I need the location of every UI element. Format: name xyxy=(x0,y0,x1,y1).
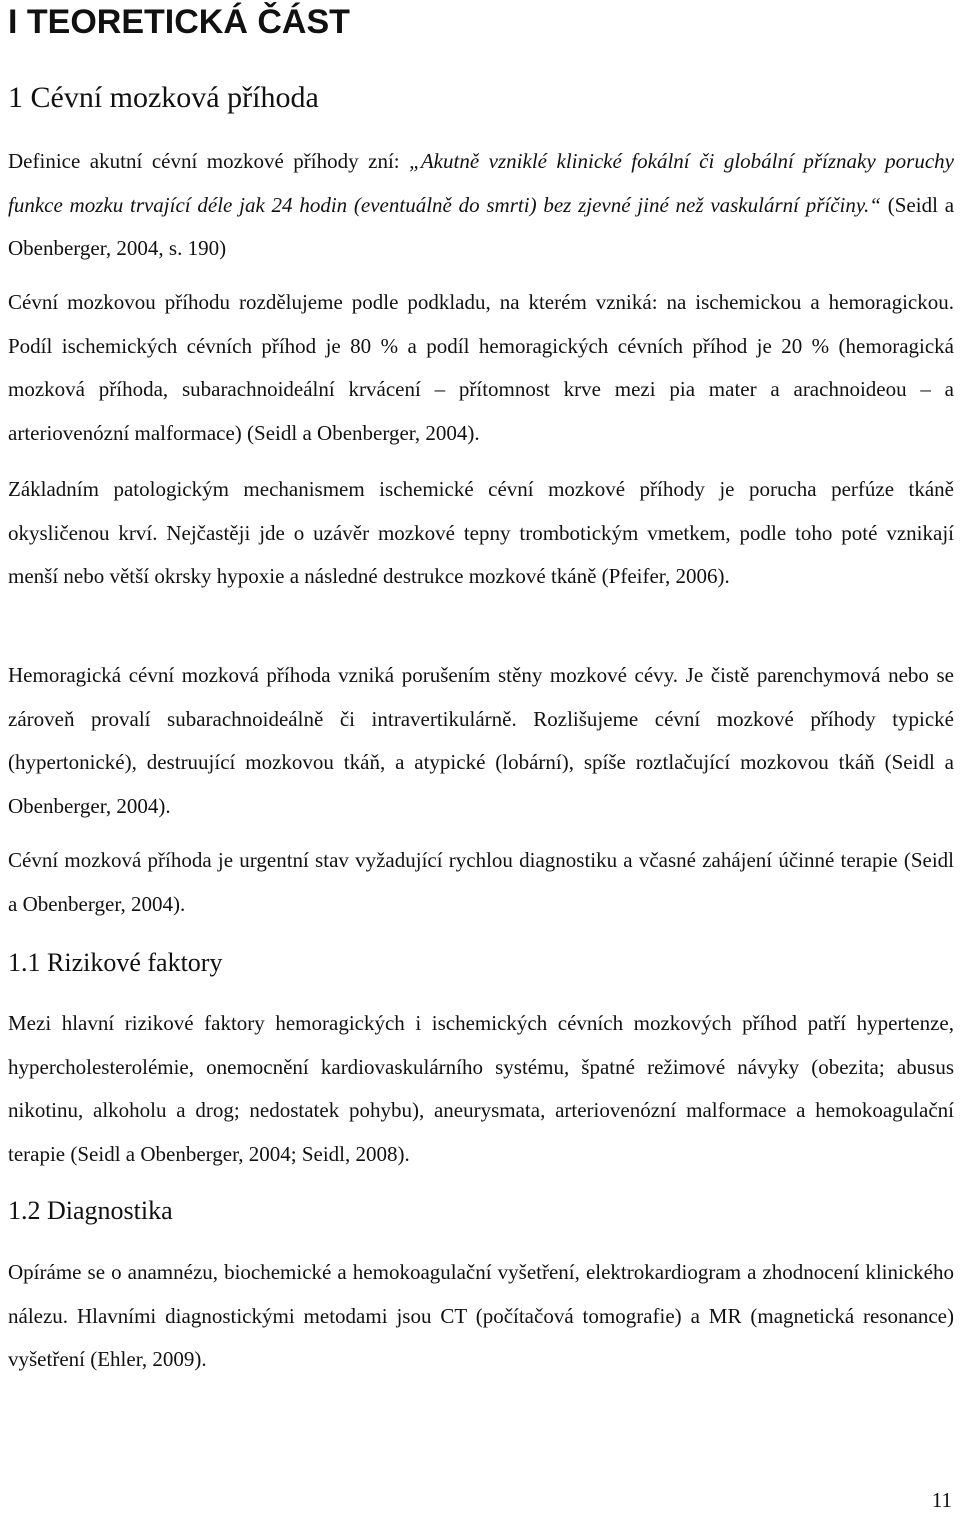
classification-paragraph: Cévní mozkovou příhodu rozdělujeme podle podkladu, na kterém vzniká: na ischemickou a hemoragickou. Podíl ischemických cévních příhod je 80 % a podíl hemoragických cévních příhod je 20 % (hemoragická mozková příhoda, subarachnoideální krvácení – přítomnost krve mezi pia mater a arachnoideou – a arteriovenózní malformace) (Seidl a Obenberger, 2004). xyxy=(8,290,954,445)
definition-quote: „Akutně vzniklé klinické fokální či globální příznaky poruchy funkce mozku trvající déle jak 24 hodin (eventuálně do smrti) bez zjevné jiné než vaskulární příčiny.“ xyxy=(8,149,954,217)
section-heading-risk-factors: 1.1 Rizikové faktory xyxy=(8,948,223,977)
urgency-paragraph: Cévní mozková příhoda je urgentní stav vyžadující rychlou diagnostiku a včasné zahájení účinné terapie (Seidl a Obenberger, 2004). xyxy=(8,848,954,916)
page-number: 11 xyxy=(931,1488,952,1512)
diagnostics-paragraph: Opíráme se o anamnézu, biochemické a hemokoagulační vyšetření, elektrokardiogram a zhodnocení klinického nálezu. Hlavními diagnostickými metodami jsou CT (počítačová tomografie) a MR (magnetická resonance) vyšetření (Ehler, 2009). xyxy=(8,1260,954,1371)
definition-lead: Definice akutní cévní mozkové příhody zní: xyxy=(8,149,410,173)
part-heading: I TEORETICKÁ ČÁST xyxy=(8,3,350,41)
risk-factors-paragraph: Mezi hlavní rizikové faktory hemoragických i ischemických cévních mozkových příhod patří hypertenze, hypercholesterolémie, onemocnění kardiovaskulárního systému, špatné režimové návyky (obezita; abusus nikotinu, alkoholu a drog; nedostatek pohybu), aneurysmata, arteriovenózní malformace a hemokoagulační terapie (Seidl a Obenberger, 2004; Seidl, 2008). xyxy=(8,1011,954,1166)
definition-paragraph xyxy=(8,140,954,271)
ischemic-mechanism-paragraph: Základním patologickým mechanismem ischemické cévní mozkové příhody je porucha perfúze tkáně okysličenou krví. Nejčastěji jde o uzávěr mozkové tepny trombotickým vmetkem, podle toho poté vznikají menší nebo větší okrsky hypoxie a následné destrukce mozkové tkáně (Pfeifer, 2006). xyxy=(8,477,954,588)
chapter-heading: 1 Cévní mozková příhoda xyxy=(8,81,319,114)
hemorrhagic-paragraph: Hemoragická cévní mozková příhoda vzniká porušením stěny mozkové cévy. Je čistě parenchymová nebo se zároveň provalí subarachnoideálně či intravertikulárně. Rozlišujeme cévní mozkové příhody typické (hypertonické), destruující mozkovou tkáň, a atypické (lobární), spíše roztlačující mozkovou tkáň (Seidl a Obenberger, 2004). xyxy=(8,663,954,818)
definition-citation: (Seidl a Obenberger, 2004, s. 190) xyxy=(8,192,955,260)
section-heading-diagnostics: 1.2 Diagnostika xyxy=(8,1196,173,1225)
